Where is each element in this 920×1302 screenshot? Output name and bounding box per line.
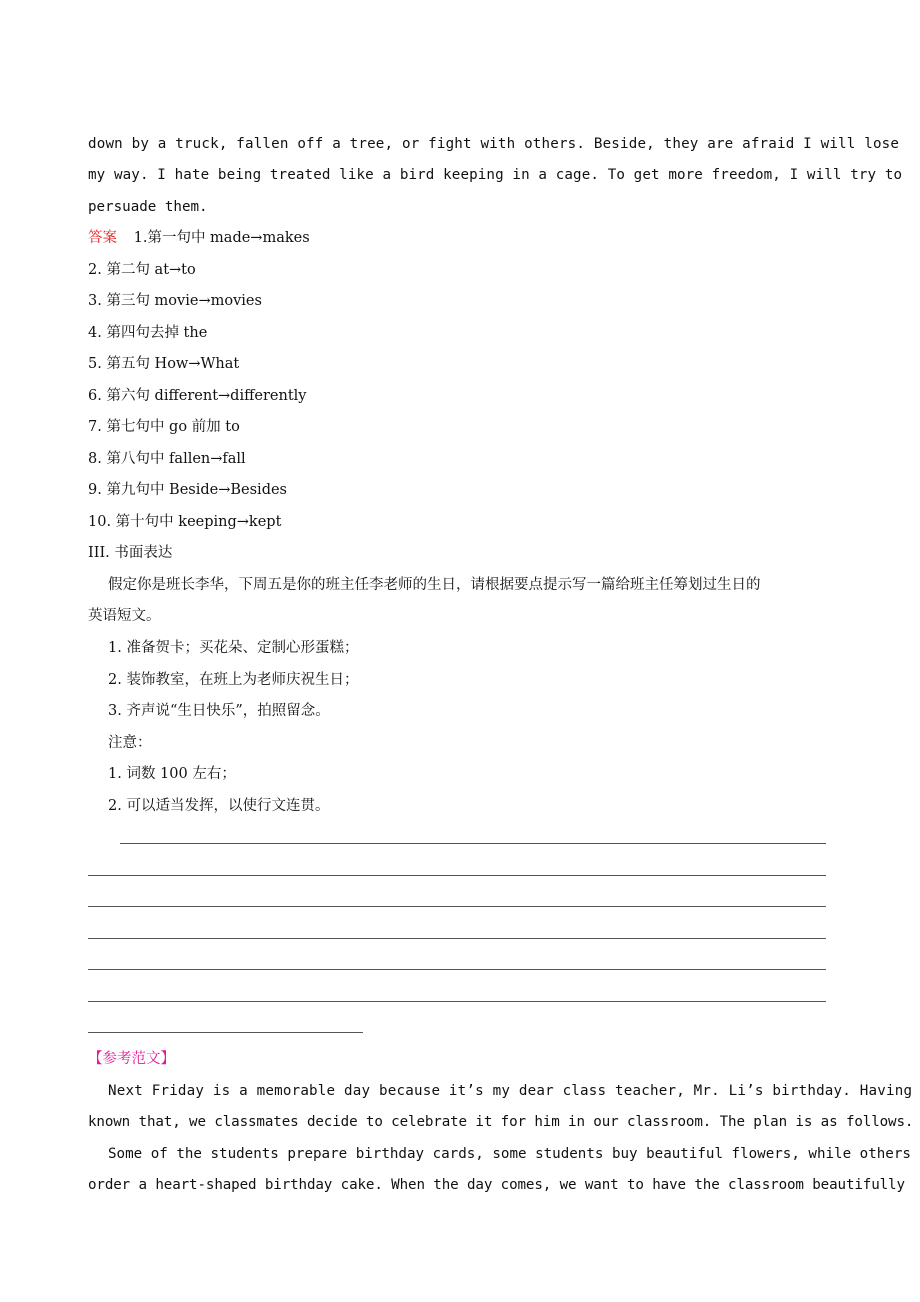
writing-line [88, 969, 826, 970]
notice-2: 2. 可以适当发挥，以使行文连贯。 [108, 798, 330, 814]
answer-item-4: 4. 第四句去掉 the [88, 325, 208, 341]
answer-first-line [88, 228, 310, 248]
prompt-line-2: 英语短文。 [88, 608, 161, 624]
writing-line [120, 843, 826, 844]
writing-line [88, 938, 826, 939]
answer-item-8: 8. 第八句中 fallen→fall [88, 451, 246, 467]
sample-line-2: known that, we classmates decide to celebrate it for him in our classroom. The plan is as follows. [88, 1114, 914, 1130]
point-1: 1. 准备贺卡；买花朵、定制心形蛋糕； [108, 640, 359, 656]
sample-line-1: Next Friday is a memorable day because it’s my dear class teacher, Mr. Li’s birthday. Having [108, 1083, 913, 1099]
answer-item-7: 7. 第七句中 go 前加 to [88, 419, 240, 435]
writing-line [88, 906, 826, 907]
passage-line-1: down by a truck, fallen off a tree, or fight with others. Beside, they are afraid I will lose [88, 136, 900, 152]
passage-line-3: persuade them. [88, 199, 208, 215]
passage-line-2: my way. I hate being treated like a bird keeping in a cage. To get more freedom, I will try to [88, 167, 903, 183]
answer-item-1: 1.第一句中 made→makes [133, 230, 310, 246]
answer-item-3: 3. 第三句 movie→movies [88, 293, 262, 309]
answer-item-10: 10. 第十句中 keeping→kept [88, 514, 282, 530]
point-3: 3. 齐声说“生日快乐”，拍照留念。 [108, 703, 330, 719]
prompt-line-1: 假定你是班长李华，下周五是你的班主任李老师的生日，请根据要点提示写一篇给班主任筹划过生日的 [108, 577, 761, 593]
answer-item-9: 9. 第九句中 Beside→Besides [88, 482, 287, 498]
section-heading: III. 书面表达 [88, 545, 173, 561]
sample-label: 【参考范文】 [88, 1051, 175, 1067]
writing-line [88, 875, 826, 876]
sample-line-3: Some of the students prepare birthday cards, some students buy beautiful flowers, while others [108, 1146, 911, 1162]
notice-1: 1. 词数 100 左右； [108, 766, 236, 782]
writing-line [88, 1032, 363, 1033]
answer-item-5: 5. 第五句 How→What [88, 356, 240, 372]
point-2: 2. 装饰教室，在班上为老师庆祝生日； [108, 672, 359, 688]
answer-item-2: 2. 第二句 at→to [88, 262, 196, 278]
answer-label: 答案 [88, 230, 117, 246]
writing-line [88, 1001, 826, 1002]
notice-label: 注意： [108, 735, 152, 751]
sample-line-4: order a heart-shaped birthday cake. When the day comes, we want to have the classroom beautifully [88, 1177, 905, 1193]
answer-item-6: 6. 第六句 different→differently [88, 388, 307, 404]
